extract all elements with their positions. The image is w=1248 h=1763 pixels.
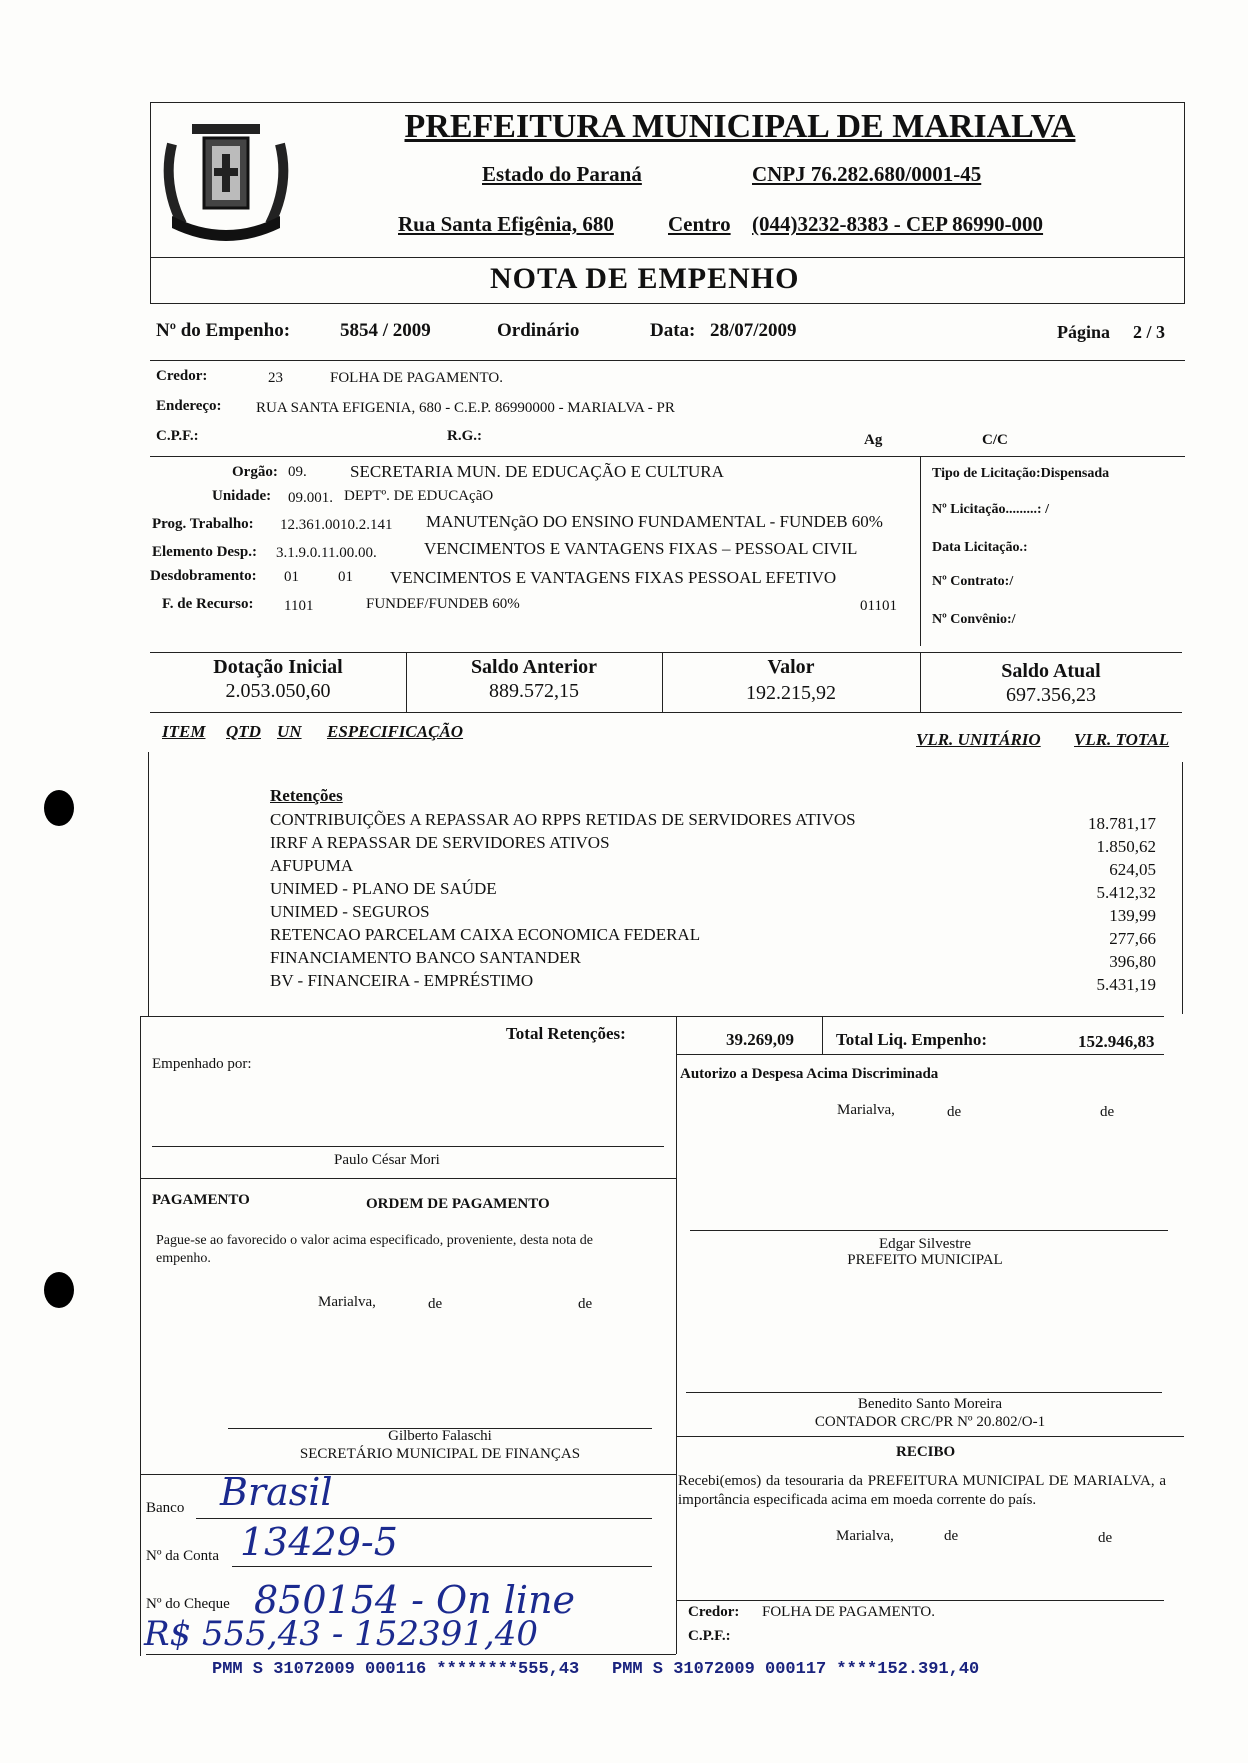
unidade: DEPTº. DE EDUCAçãO — [344, 488, 494, 504]
retencao-desc: AFUPUMA — [270, 856, 354, 875]
credor-codigo: 23 — [268, 370, 283, 386]
retencao-valor: 396,80 — [1109, 952, 1156, 971]
numero-licitacao: Nº Licitação.........: / — [932, 502, 1049, 517]
col-vlr-total: VLR. TOTAL — [1074, 730, 1170, 749]
punch-hole-bottom — [44, 1272, 74, 1308]
retencoes-title: Retenções — [270, 786, 343, 805]
contador-nome: Benedito Santo Moreira — [857, 1396, 1003, 1412]
estado: Estado do Paraná — [482, 162, 642, 186]
valor-label: Valor — [767, 656, 815, 678]
retencao-desc: FINANCIAMENTO BANCO SANTANDER — [270, 948, 581, 967]
atual-value: 697.356,23 — [1006, 684, 1096, 706]
contrato: Nº Contrato:/ — [932, 574, 1014, 589]
doc-title: NOTA DE EMPENHO — [490, 262, 800, 295]
recibo-top-line — [676, 1436, 1184, 1437]
ordem-pagamento: ORDEM DE PAGAMENTO — [366, 1196, 550, 1212]
prog-cod: 12.361.0010.2.141 — [280, 517, 393, 533]
retencao-valor: 1.850,62 — [1096, 837, 1156, 856]
empenhado-sign-line — [152, 1146, 664, 1147]
endereco-label: Endereço: — [156, 398, 222, 414]
autorizo-de-2: de — [1100, 1104, 1115, 1120]
credor-divider — [150, 456, 1185, 457]
retencao-valor: 5.431,19 — [1096, 975, 1156, 994]
header-divider — [150, 257, 1185, 258]
convenio: Nº Convênio:/ — [932, 612, 1016, 627]
ag-label: Ag — [864, 432, 883, 448]
totais-vline-1 — [676, 1016, 677, 1054]
banco-value: Brasil — [220, 1470, 333, 1514]
credor-label: Credor: — [156, 368, 208, 384]
pagamento-marialva: Marialva, — [318, 1294, 376, 1310]
anterior-label: Saldo Anterior — [470, 656, 598, 678]
endereco: RUA SANTA EFIGENIA, 680 - C.E.P. 86990000 - MARIALVA - PR — [256, 400, 675, 416]
lower-left-line — [140, 1016, 141, 1656]
unidade-label: Unidade: — [212, 488, 272, 504]
dotacao-value: 2.053.050,60 — [225, 680, 331, 702]
data-value: 28/07/2009 — [710, 320, 797, 341]
recurso: FUNDEF/FUNDEB 60% — [366, 596, 520, 612]
empenho-number: 5854 / 2009 — [340, 320, 431, 341]
valor-value: 192.215,92 — [746, 682, 836, 704]
recibo-credor: FOLHA DE PAGAMENTO. — [762, 1604, 935, 1620]
empenhado-nome: Paulo César Mori — [334, 1152, 440, 1168]
retencao-desc: IRRF A REPASSAR DE SERVIDORES ATIVOS — [270, 833, 610, 852]
autorizo-de-1: de — [947, 1104, 962, 1120]
bank-stamp-left: PMM S 31072009 000116 ********555,43 — [212, 1660, 580, 1679]
cnpj: CNPJ 76.282.680/0001-45 — [752, 162, 982, 186]
retencao-desc: BV - FINANCEIRA - EMPRÉSTIMO — [270, 971, 534, 990]
rg-label: R.G.: — [447, 428, 482, 444]
pagina-value: 2 / 3 — [1133, 322, 1166, 342]
retencao-valor: 277,66 — [1109, 929, 1156, 948]
anterior-value: 889.572,15 — [489, 680, 579, 702]
pagamento-title: PAGAMENTO — [152, 1192, 250, 1208]
col-vlr-unitario: VLR. UNITÁRIO — [916, 730, 1041, 749]
cheque-label: Nº do Cheque — [146, 1596, 230, 1612]
empenhado-por: Empenhado por: — [152, 1056, 252, 1072]
total-retencoes: 39.269,09 — [726, 1030, 794, 1049]
recurso-label: F. de Recurso: — [162, 596, 254, 612]
cheque-value: 850154 - On line — [254, 1578, 576, 1622]
recibo-de-1: de — [944, 1528, 959, 1544]
elemento-label: Elemento Desp.: — [152, 544, 257, 560]
desdobramento-label: Desdobramento: — [150, 568, 257, 584]
total-liquido-label: Total Liq. Empenho: — [836, 1030, 987, 1049]
conta-label: Nº da Conta — [146, 1548, 219, 1564]
recurso-num: 01101 — [860, 598, 897, 614]
licitacao-vline — [920, 456, 921, 646]
elemento: VENCIMENTOS E VANTAGENS FIXAS – PESSOAL CIVIL — [424, 539, 858, 558]
credor-nome: FOLHA DE PAGAMENTO. — [330, 370, 503, 386]
punch-hole-top — [44, 790, 74, 826]
banco-line — [196, 1518, 652, 1519]
cpf-label: C.P.F.: — [156, 428, 199, 444]
pagamento-top-line — [140, 1178, 676, 1179]
atual-label: Saldo Atual — [1001, 660, 1101, 682]
autorizo-marialva: Marialva, — [837, 1102, 895, 1118]
retencao-valor: 139,99 — [1109, 906, 1156, 925]
secretario-cargo: SECRETÁRIO MUNICIPAL DE FINANÇAS — [299, 1446, 581, 1462]
orgao: SECRETARIA MUN. DE EDUCAÇÃO E CULTURA — [350, 462, 724, 481]
retencao-desc: CONTRIBUIÇÕES A REPASSAR AO RPPS RETIDAS DE SERVIDORES ATIVOS — [270, 810, 856, 829]
pagamento-de-1: de — [428, 1296, 443, 1312]
retencao-desc: UNIMED - PLANO DE SAÚDE — [270, 879, 497, 898]
totais-bottom-line — [676, 1054, 1164, 1055]
contador-cargo: CONTADOR CRC/PR Nº 20.802/O-1 — [814, 1414, 1046, 1430]
rua: Rua Santa Efigênia, 680 — [398, 212, 614, 236]
col-especificacao: ESPECIFICAÇÃO — [327, 722, 464, 741]
cc-label: C/C — [982, 432, 1008, 448]
prefeito-nome: Edgar Silvestre — [878, 1236, 972, 1252]
recibo-de-2: de — [1098, 1530, 1113, 1546]
pagamento-texto: Pague-se ao favorecido o valor acima especificado, proveniente, desta nota de empenho. — [156, 1233, 593, 1266]
retencao-valor: 5.412,32 — [1096, 883, 1156, 902]
prog: MANUTENçãO DO ENSINO FUNDAMENTAL - FUNDEB 60% — [426, 512, 883, 531]
retencao-desc: RETENCAO PARCELAM CAIXA ECONOMICA FEDERAL — [270, 925, 701, 944]
col-qtd: QTD — [226, 722, 261, 741]
totais-top-line — [140, 1016, 1164, 1017]
data-licitacao: Data Licitação.: — [932, 540, 1028, 555]
retencao-desc: UNIMED - SEGUROS — [270, 902, 430, 921]
pagamento-de-2: de — [578, 1296, 593, 1312]
recibo-credor-label: Credor: — [688, 1604, 740, 1620]
prefeitura-title: PREFEITURA MUNICIPAL DE MARIALVA — [404, 108, 1076, 145]
dotacao-label: Dotação Inicial — [213, 656, 343, 678]
bank-stamp-right: PMM S 31072009 000117 ****152.391,40 — [612, 1660, 980, 1679]
empenho-divider — [150, 360, 1185, 361]
recibo-marialva: Marialva, — [836, 1528, 894, 1544]
cheque-hand-line: R$ 555,43 - 152391,40 — [144, 1614, 538, 1654]
tipo-licitacao: Tipo de Licitação:Dispensada — [932, 466, 1110, 481]
prefeito-cargo: PREFEITO MUNICIPAL — [847, 1252, 1003, 1268]
fone-cep: (044)3232-8383 - CEP 86990-000 — [752, 212, 1044, 236]
orgao-label: Orgão: — [232, 464, 278, 480]
total-retencoes-label: Total Retenções: — [506, 1024, 626, 1043]
prefeito-sign-line — [690, 1230, 1168, 1231]
recibo-credor-line — [676, 1600, 1164, 1601]
desdob-b: 01 — [338, 569, 353, 585]
unidade-cod: 09.001. — [288, 490, 333, 506]
total-liquido: 152.946,83 — [1078, 1032, 1155, 1051]
recurso-cod: 1101 — [284, 598, 314, 614]
recibo-cpf-label: C.P.F.: — [688, 1628, 731, 1644]
items-left-line — [148, 752, 149, 1016]
lower-center-line — [676, 1054, 677, 1654]
conta-value: 13429-5 — [240, 1520, 398, 1564]
orgao-cod: 09. — [288, 464, 307, 480]
col-un: UN — [277, 722, 302, 741]
col-item: ITEM — [162, 722, 206, 741]
conta-line — [232, 1566, 652, 1567]
retencao-valor: 18.781,17 — [1088, 814, 1156, 833]
secretario-nome: Gilberto Falaschi — [388, 1428, 492, 1444]
totais-vline-2 — [822, 1016, 823, 1054]
empenho-label: Nº do Empenho: — [156, 320, 291, 341]
cheque-line — [146, 1654, 676, 1655]
recibo-title: RECIBO — [896, 1444, 956, 1460]
contador-sign-line — [686, 1392, 1162, 1393]
desdob-a: 01 — [284, 569, 299, 585]
saldos-top-line — [150, 652, 1182, 653]
saldos-bottom-line — [150, 712, 1182, 713]
banco-label: Banco — [146, 1500, 185, 1516]
coat-of-arms-logo — [152, 104, 300, 254]
elemento-cod: 3.1.9.0.11.00.00. — [276, 545, 377, 561]
retencao-valor: 624,05 — [1109, 860, 1156, 879]
centro: Centro — [668, 212, 731, 236]
desdobramento: VENCIMENTOS E VANTAGENS FIXAS PESSOAL EFETIVO — [390, 568, 837, 587]
items-right-line — [1182, 762, 1183, 1014]
recibo-texto: Recebi(emos) da tesouraria da PREFEITURA MUNICIPAL DE MARIALVA, a importância especificada acima em moeda corrente do país. — [678, 1473, 1166, 1508]
data-label: Data: — [650, 320, 696, 341]
prog-label: Prog. Trabalho: — [152, 516, 254, 532]
empenho-tipo: Ordinário — [497, 320, 580, 341]
autorizo: Autorizo a Despesa Acima Discriminada — [680, 1066, 939, 1082]
pagina-label: Página — [1057, 322, 1111, 342]
